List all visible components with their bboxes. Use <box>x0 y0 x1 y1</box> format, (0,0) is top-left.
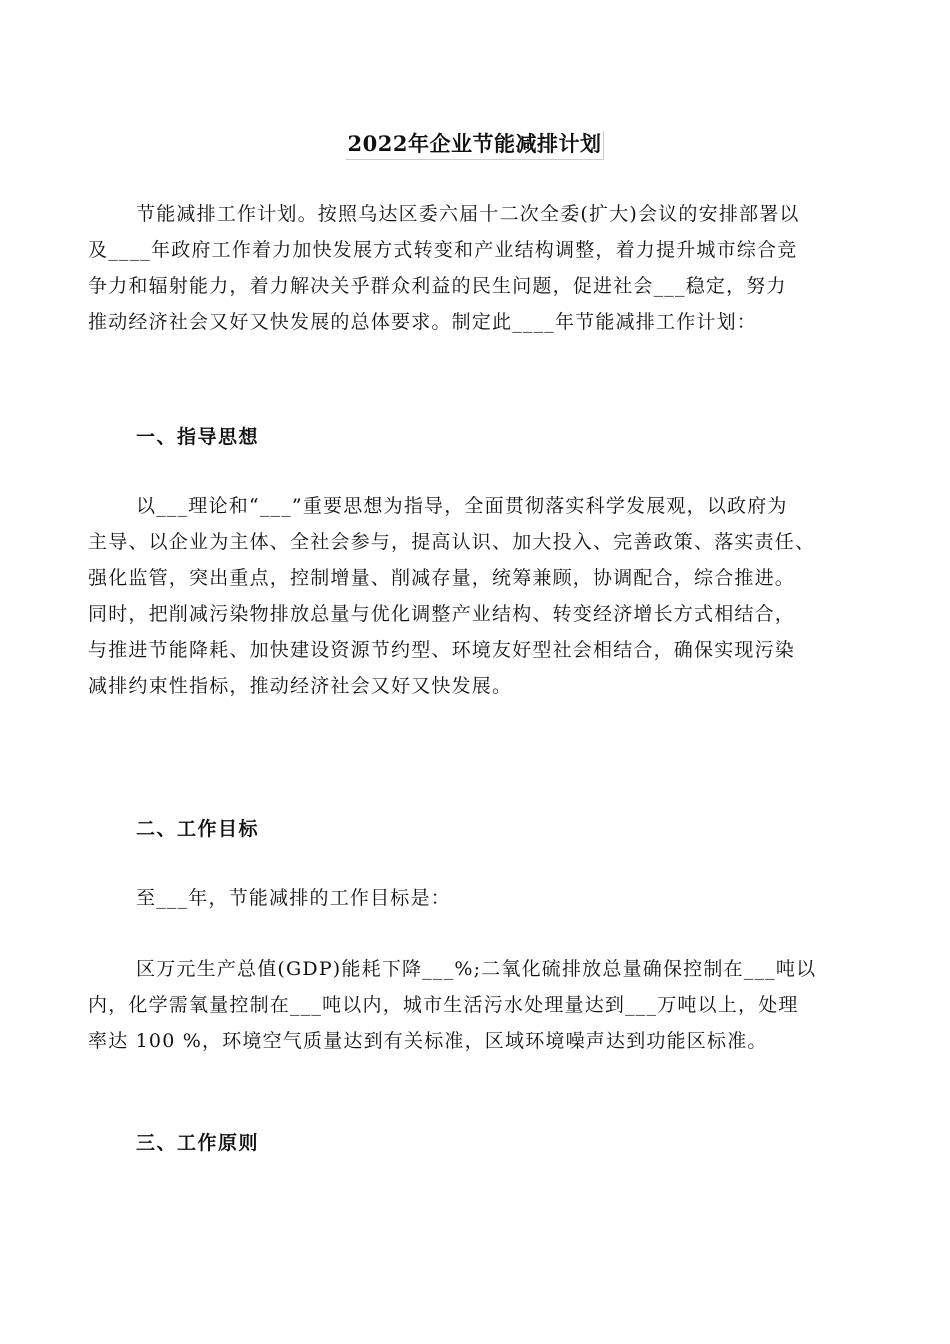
paragraph-line: 以___理论和“___”重要思想为指导，全面贯彻落实科学发展观，以政府为 <box>136 495 788 517</box>
paragraph-line: 区万元生产总值(GDP)能耗下降___%;二氧化硫排放总量确保控制在___吨以 <box>136 958 817 980</box>
work-goals-paragraph <box>88 951 878 1059</box>
paragraph-line: 主导、以企业为主体、全社会参与，提高认识、加大投入、完善政策、落实责任、 <box>88 531 816 553</box>
paragraph-line: 至___年，节能减排的工作目标是： <box>136 887 451 909</box>
section-heading-work-principles: 三、工作原则 <box>136 1132 260 1154</box>
intro-line: 及____年政府工作着力加快发展方式转变和产业结构调整，着力提升城市综合竞 <box>88 239 798 261</box>
section-heading-guiding-ideology: 一、指导思想 <box>136 426 260 448</box>
document-title-text: 2022年企业节能减排计划 <box>346 131 605 160</box>
paragraph-line: 强化监管，突出重点，控制增量、削减存量，统筹兼顾，协调配合，综合推进。 <box>88 567 796 589</box>
paragraph-line: 同时，把削减污染物排放总量与优化调整产业结构、转变经济增长方式相结合， <box>88 603 796 625</box>
paragraph-line: 减排约束性指标，推动经济社会又好又快发展。 <box>88 675 513 697</box>
paragraph-line: 与推进节能降耗、加快建设资源节约型、环境友好型社会相结合，确保实现污染 <box>88 639 796 661</box>
work-goals-intro <box>88 880 878 916</box>
intro-paragraph <box>88 196 878 340</box>
paragraph-line: 内，化学需氧量控制在___吨以内，城市生活污水处理量达到___万吨以上，处理 <box>88 994 799 1016</box>
intro-line: 争力和辐射能力，着力解决关乎群众利益的民生问题，促进社会___稳定，努力 <box>88 275 787 297</box>
paragraph-line: 率达 100 %，环境空气质量达到有关标准，区域环境噪声达到功能区标准。 <box>88 1030 768 1052</box>
guiding-ideology-paragraph <box>88 488 878 704</box>
section-heading-work-goals: 二、工作目标 <box>136 818 260 840</box>
intro-line: 节能减排工作计划。按照乌达区委六届十二次全委(扩大)会议的安排部署以 <box>136 203 800 225</box>
document-title <box>0 128 950 158</box>
intro-line: 推动经济社会又好又快发展的总体要求。制定此____年节能减排工作计划： <box>88 311 758 333</box>
